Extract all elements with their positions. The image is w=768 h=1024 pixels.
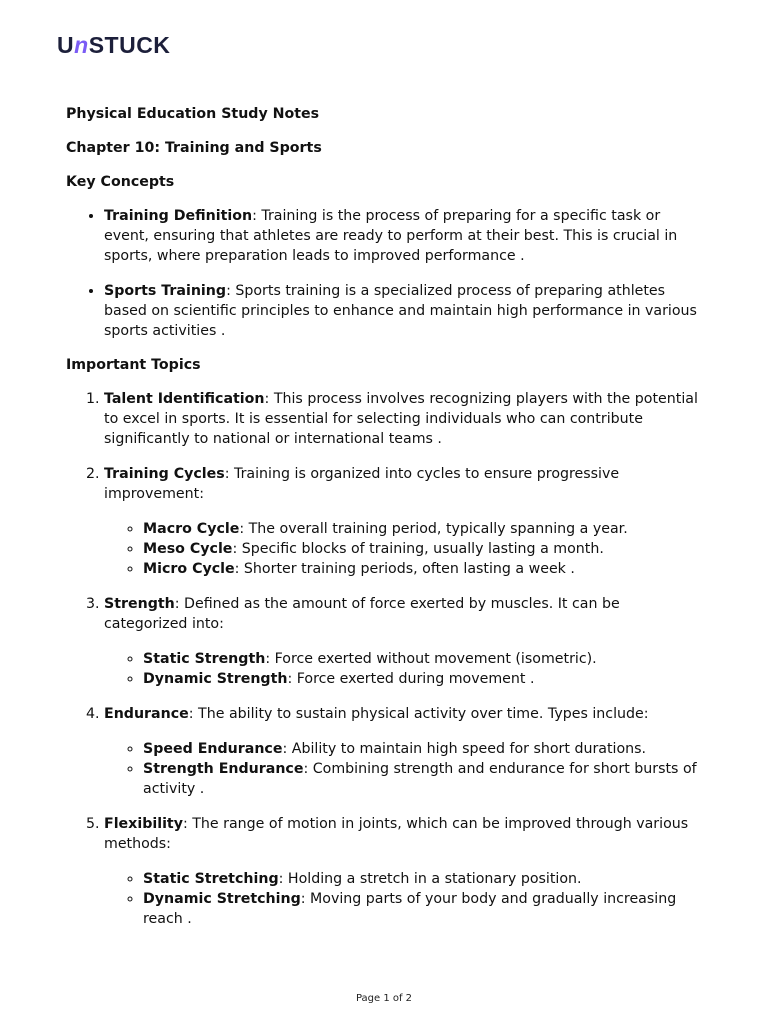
term-description: : The range of motion in joints, which can be improved through various methods: <box>104 816 689 852</box>
term-description: : The overall training period, typically spanning a year. <box>239 521 628 537</box>
term-description: : Moving parts of your body and gradually increasing reach . <box>143 891 677 927</box>
key-concepts-list <box>66 206 706 341</box>
term-label: Talent Identification <box>104 391 265 407</box>
subtopic-item <box>143 739 706 759</box>
logo-text-part1: U <box>57 32 75 58</box>
term-label: Speed Endurance <box>143 741 283 757</box>
term-label: Strength <box>104 596 175 612</box>
subtopic-item <box>143 519 706 539</box>
term-label: Training Cycles <box>104 466 225 482</box>
term-description: : Combining strength and endurance for short bursts of activity . <box>143 761 697 797</box>
term-label: Endurance <box>104 706 189 722</box>
subtopic-item <box>143 669 706 689</box>
term-label: Micro Cycle <box>143 561 235 577</box>
term-description: : Force exerted during movement . <box>287 671 535 687</box>
unstuck-logo <box>57 31 170 59</box>
subtopic-item <box>143 539 706 559</box>
subtopic-list <box>104 519 706 579</box>
term-label: Flexibility <box>104 816 183 832</box>
topic-item <box>104 464 706 579</box>
logo-text-part3: STUCK <box>88 32 171 58</box>
key-concept-item <box>104 281 706 341</box>
term-description: : This process involves recognizing players with the potential to excel in sports. It is essential for selecting individuals who can contribute significantly to national or international teams . <box>104 391 698 447</box>
topic-item <box>104 704 706 799</box>
key-concepts-heading: Key Concepts <box>66 174 175 190</box>
term-description: : Training is the process of preparing for a specific task or event, ensuring that athletes are ready to perform at their best. This is crucial in sports, where preparation leads to improved performance . <box>104 208 678 264</box>
term-description: : Sports training is a specialized process of preparing athletes based on scientific principles to enhance and maintain high performance in various sports activities . <box>104 283 697 339</box>
term-label: Macro Cycle <box>143 521 240 537</box>
term-label: Sports Training <box>104 283 227 299</box>
subtopic-item <box>143 649 706 669</box>
term-description: : Defined as the amount of force exerted by muscles. It can be categorized into: <box>104 596 620 632</box>
topic-item <box>104 389 706 449</box>
subtopic-item <box>143 559 706 579</box>
term-label: Static Stretching <box>143 871 279 887</box>
logo-text-part2: n <box>74 32 89 58</box>
topic-item <box>104 594 706 689</box>
term-description: : Training is organized into cycles to ensure progressive improvement: <box>104 466 620 502</box>
term-description: : The ability to sustain physical activity over time. Types include: <box>188 706 649 722</box>
important-topics-heading: Important Topics <box>66 357 201 373</box>
term-description: : Specific blocks of training, usually lasting a month. <box>232 541 604 557</box>
subtopic-list <box>104 649 706 689</box>
subtopic-item <box>143 869 706 889</box>
term-label: Dynamic Stretching <box>143 891 301 907</box>
term-label: Dynamic Strength <box>143 671 288 687</box>
subtopic-item <box>143 759 706 799</box>
topic-item <box>104 814 706 929</box>
subtopic-list <box>104 869 706 929</box>
term-label: Static Strength <box>143 651 266 667</box>
term-description: : Shorter training periods, often lasting a week . <box>234 561 575 577</box>
key-concept-item <box>104 206 706 266</box>
important-topics-list <box>66 389 706 929</box>
document-title: Physical Education Study Notes <box>66 106 320 122</box>
term-description: : Ability to maintain high speed for short durations. <box>282 741 647 757</box>
term-label: Meso Cycle <box>143 541 233 557</box>
chapter-heading: Chapter 10: Training and Sports <box>66 140 322 156</box>
page-footer: Page 1 of 2 <box>355 993 413 1004</box>
term-label: Training Definition <box>104 208 253 224</box>
subtopic-list <box>104 739 706 799</box>
document-body <box>66 104 706 943</box>
subtopic-item <box>143 889 706 929</box>
term-description: : Force exerted without movement (isometric). <box>265 651 597 667</box>
term-label: Strength Endurance <box>143 761 304 777</box>
term-description: : Holding a stretch in a stationary position. <box>278 871 582 887</box>
